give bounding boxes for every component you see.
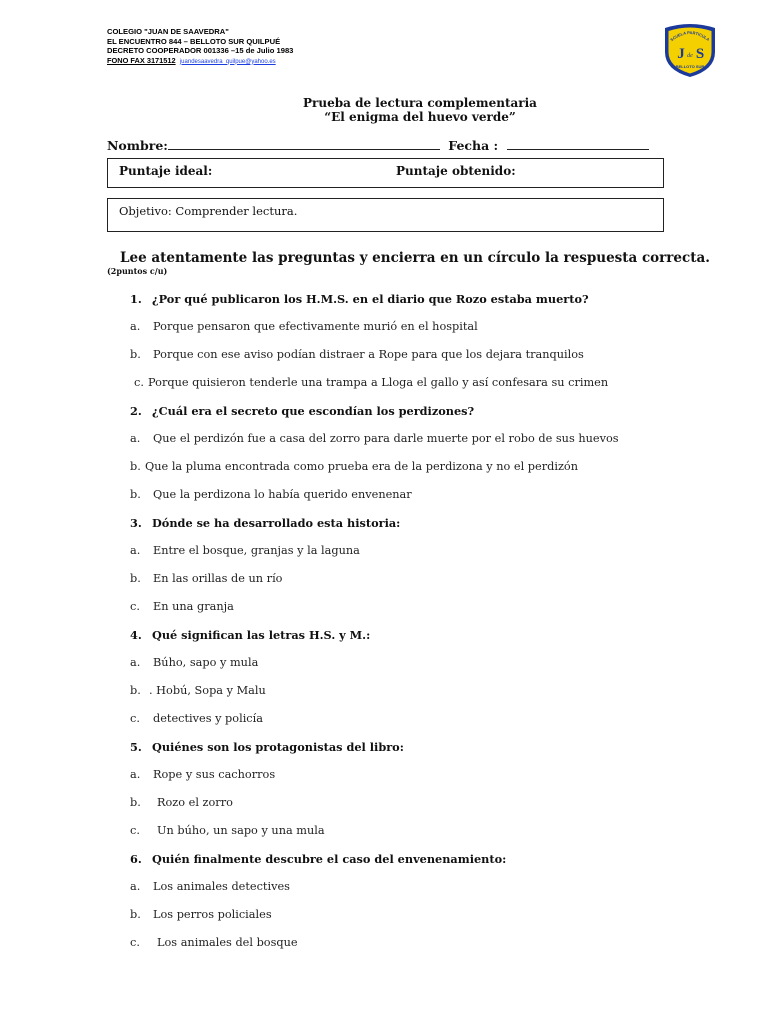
obtained-score-label: Puntaje obtenido: [396, 164, 516, 178]
option[interactable]: c. Porque quisieron tenderle una trampa a Lloga el gallo y así confesara su crimen [134, 376, 609, 389]
score-box [107, 158, 664, 188]
name-date-row [107, 138, 649, 153]
option[interactable]: a. Los animales detectives [130, 880, 290, 893]
logo-arc-text: SCUELA PARTICULA [669, 29, 711, 43]
option[interactable]: c. En una granja [130, 600, 234, 613]
school-name: COLEGIO "JUAN DE SAAVEDRA" [107, 27, 229, 36]
school-address: EL ENCUENTRO 844 – BELLOTO SUR QUILPUÉ [107, 36, 281, 46]
question-4: 4. Qué significan las letras H.S. y M.: [130, 628, 371, 642]
option[interactable]: a. Rope y sus cachorros [130, 768, 276, 781]
date-label: Fecha : [448, 138, 499, 153]
logo-bottom-text: BELLOTO SUR [675, 64, 705, 69]
logo-initial-de: de [687, 53, 693, 59]
question-3: 3. Dónde se ha desarrollado esta historia: [130, 516, 401, 530]
school-header [107, 27, 293, 67]
option[interactable]: b. . Hobú, Sopa y Malu [130, 684, 266, 697]
question-5: 5. Quiénes son los protagonistas del libro: [130, 740, 404, 754]
option[interactable]: b. Los perros policiales [130, 908, 272, 921]
option[interactable]: b. Que la perdizona lo había querido envenenar [130, 488, 412, 501]
logo-initial-s: S [695, 46, 705, 62]
question-6: 6. Quién finalmente descubre el caso del envenenamiento: [130, 852, 507, 866]
school-logo [661, 22, 719, 78]
logo-initial-j: J [677, 46, 685, 62]
objective-box [107, 198, 664, 232]
question-2: 2. ¿Cuál era el secreto que escondían los perdizones? [130, 404, 475, 418]
school-phone: FONO FAX 3171512 [107, 55, 176, 65]
school-email-link[interactable]: juandesaavedra_quilpue@yahoo.es [179, 58, 276, 65]
option[interactable]: a. Que el perdizón fue a casa del zorro para darle muerte por el robo de sus huevos [130, 432, 619, 445]
option[interactable]: c. Un búho, un sapo y una mula [130, 824, 325, 837]
date-field[interactable] [507, 139, 649, 150]
option[interactable]: a. Porque pensaron que efectivamente murió en el hospital [130, 320, 478, 333]
option[interactable]: b. Rozo el zorro [130, 796, 233, 809]
option[interactable]: b. Que la pluma encontrada como prueba era de la perdizona y no el perdizón [130, 460, 578, 473]
option[interactable]: c. detectives y policía [130, 712, 263, 725]
name-field[interactable] [168, 139, 440, 150]
option[interactable]: a. Entre el bosque, granjas y la laguna [130, 544, 360, 557]
test-title: Prueba de lectura complementaria [303, 96, 537, 110]
name-label: Nombre: [107, 138, 168, 153]
option[interactable]: b. En las orillas de un río [130, 572, 283, 585]
objective-text: Objetivo: Comprender lectura. [119, 204, 298, 218]
option[interactable]: b. Porque con ese aviso podían distraer a Rope para que los dejara tranquilos [130, 348, 584, 361]
ideal-score-label: Puntaje ideal: [119, 164, 213, 178]
question-1: 1. ¿Por qué publicaron los H.M.S. en el diario que Rozo estaba muerto? [130, 292, 589, 306]
option[interactable]: c. Los animales del bosque [130, 936, 298, 949]
instructions: Lee atentamente las preguntas y encierra en un círculo la respuesta correcta. [120, 250, 710, 266]
book-title: “El enigma del huevo verde” [324, 110, 516, 124]
option[interactable]: a. Búho, sapo y mula [130, 656, 259, 669]
points-note: (2puntos c/u) [107, 266, 168, 276]
school-decree: DECRETO COOPERADOR 001336 –15 de Julio 1983 [107, 46, 294, 55]
